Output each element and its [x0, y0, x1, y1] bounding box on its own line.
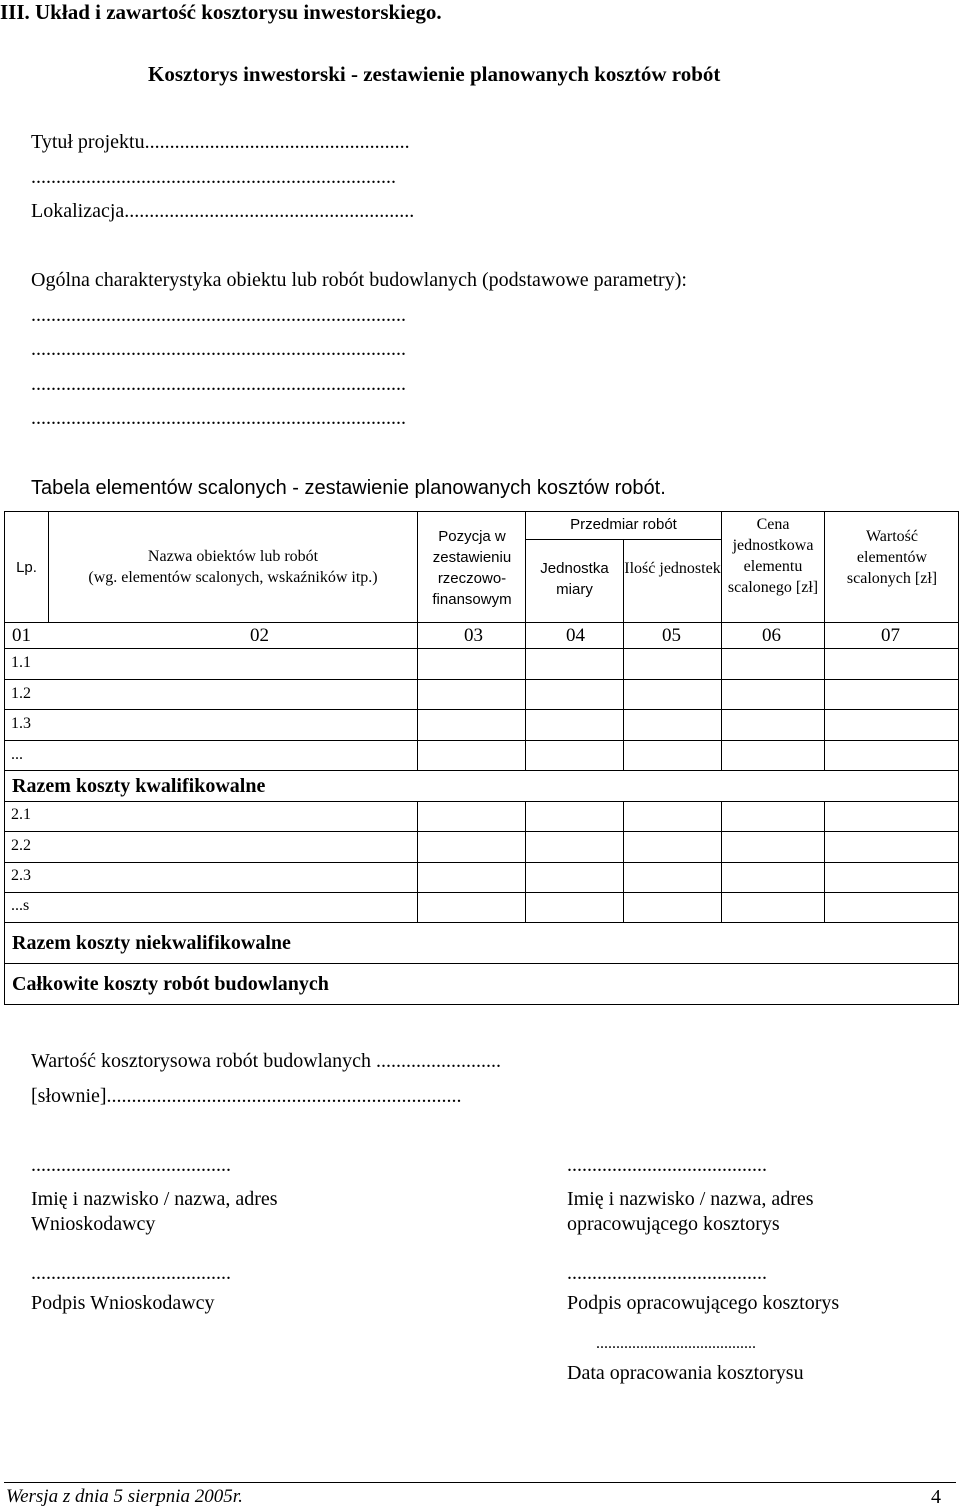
estimate-date-label: Data opracowania kosztorysu	[567, 1362, 804, 1384]
page-number: 4	[931, 1486, 941, 1508]
header-measurement: Przedmiar robót	[570, 516, 677, 533]
header-name-line1: Nazwa obiektów lub robót	[147, 548, 319, 565]
characteristics-line: ...........................................................................	[31, 338, 406, 360]
applicant-name-label: Imię i nazwisko / nazwa, adres	[31, 1188, 278, 1210]
project-title-field: Tytuł projektu.....................................................	[31, 131, 410, 153]
sum-non-qualified-costs: Razem koszty niekwalifikowalne	[12, 932, 291, 954]
table-row-label: 2.1	[11, 806, 31, 823]
estimator-signature-label: Podpis opracowującego kosztorys	[567, 1292, 840, 1314]
table-row-label: 1.2	[11, 685, 31, 702]
applicant-name-label-cont: Wnioskodawcy	[31, 1213, 156, 1235]
col-number: 06	[762, 625, 781, 646]
col-number: 04	[566, 625, 585, 646]
location-field: Lokalizacja..........................................................	[31, 200, 415, 222]
estimator-name-label-cont: opracowującego kosztorys	[567, 1213, 780, 1235]
header-name-line2: (wg. elementów scalonych, wskaźników itp.)	[88, 569, 378, 586]
col-number: 07	[881, 625, 900, 646]
footer-version: Wersja z dnia 5 sierpnia 2005r.	[6, 1486, 243, 1507]
col-number: 03	[464, 625, 483, 646]
table-row-label: 1.3	[11, 715, 31, 732]
characteristics-line: ...........................................................................	[31, 373, 406, 395]
section-title: III. Układ i zawartość kosztorysu inwestorskiego.	[0, 0, 442, 24]
table-row-label: 2.3	[11, 867, 31, 884]
characteristics-line: ...........................................................................	[31, 304, 406, 326]
signature-dots: ........................................	[596, 1335, 756, 1352]
header-unit: Jednostka miary	[540, 560, 609, 598]
applicant-signature-label: Podpis Wnioskodawcy	[31, 1292, 215, 1314]
col-number: 05	[662, 625, 681, 646]
characteristics-line: ...........................................................................	[31, 407, 406, 429]
header-lp: Lp.	[16, 559, 37, 576]
in-words-field: [słownie].......................................................................	[31, 1085, 462, 1107]
header-quantity: Ilość jednostek	[624, 560, 721, 577]
table-row-label: 1.1	[11, 654, 31, 671]
signature-dots: ........................................	[31, 1154, 231, 1176]
characteristics-label: Ogólna charakterystyka obiektu lub robót budowlanych (podstawowe parametry):	[31, 269, 687, 291]
header-unit-price: Cena jednostkowa elementu scalonego [zł]	[727, 516, 819, 596]
signature-dots: ........................................	[567, 1262, 767, 1284]
estimator-name-label: Imię i nazwisko / nazwa, adres	[567, 1188, 814, 1210]
document-title: Kosztorys inwestorski - zestawienie planowanych kosztów robót	[148, 62, 721, 86]
signature-dots: ........................................	[31, 1262, 231, 1284]
table-title: Tabela elementów scalonych - zestawienie planowanych kosztów robót.	[31, 477, 666, 499]
signature-dots: ........................................	[567, 1154, 767, 1176]
sum-qualified-costs: Razem koszty kwalifikowalne	[12, 775, 266, 797]
table-row-label: ...	[11, 746, 23, 763]
col-number: 02	[250, 625, 269, 646]
estimate-value-field: Wartość kosztorysowa robót budowlanych .........................	[31, 1050, 501, 1072]
header-position: Pozycja w zestawieniu rzeczowo-finansowym	[432, 528, 512, 608]
col-number: 01	[12, 625, 31, 646]
table-row-label: 2.2	[11, 837, 31, 854]
project-title-continuation: .........................................................................	[31, 166, 396, 188]
footer-divider	[4, 1482, 956, 1483]
total-costs: Całkowite koszty robót budowlanych	[12, 973, 329, 995]
header-value: Wartość elementów scalonych [zł]	[846, 528, 938, 587]
table-row-label: ...s	[11, 897, 30, 914]
